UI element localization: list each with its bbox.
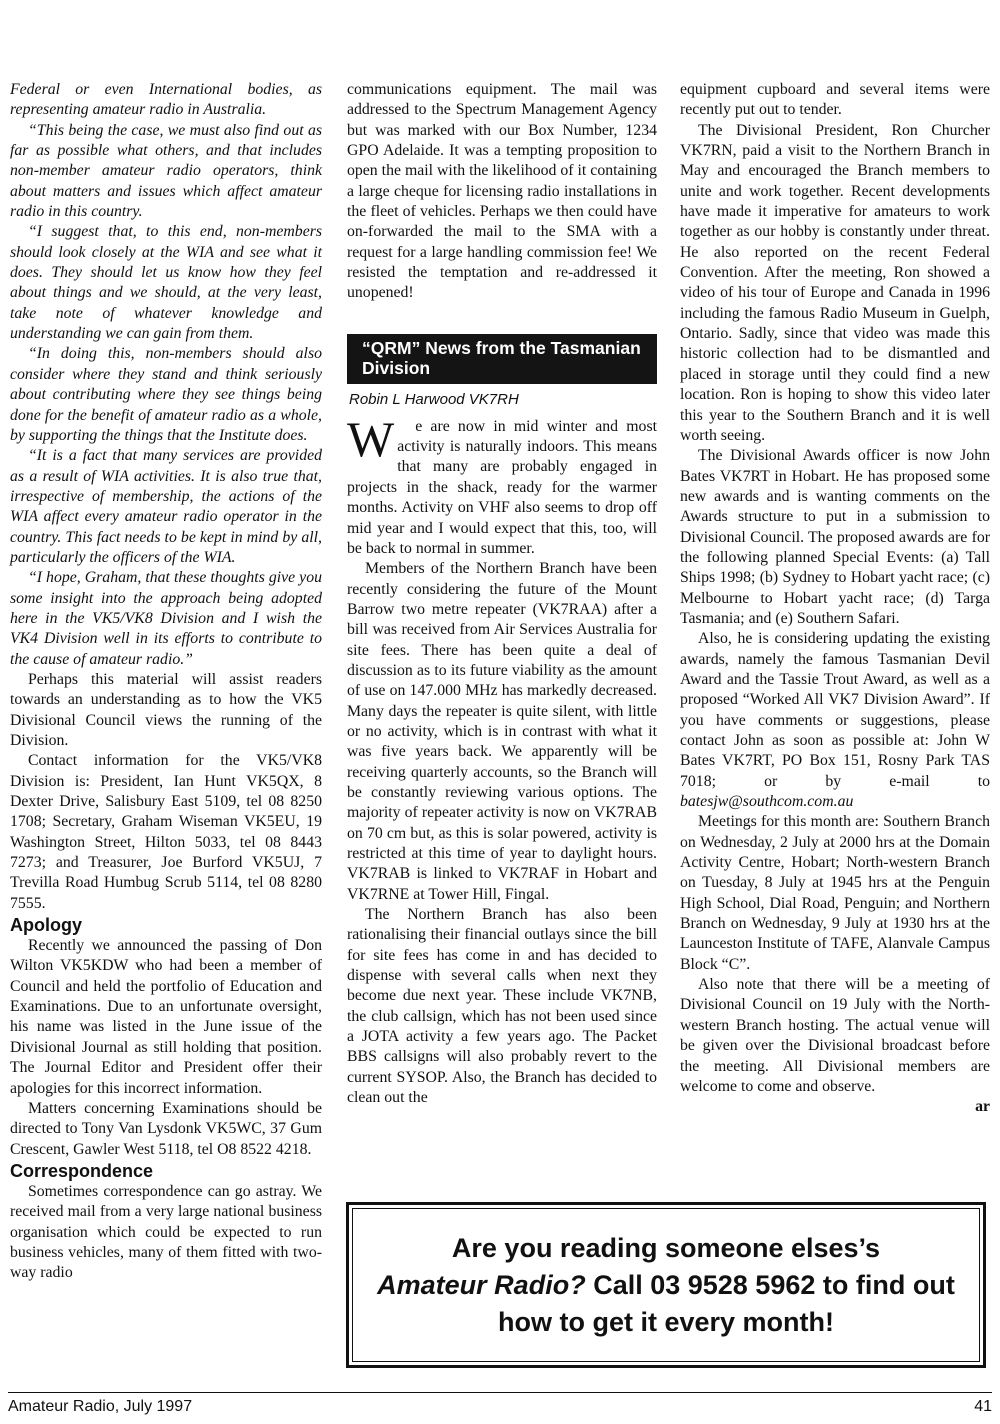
body-paragraph: Matters concerning Examinations should be directed to Tony Van Lysdonk VK5WC, 37 Gum Crescent, Gawler West 5118, tel O8 8522 4218. — [10, 1099, 322, 1158]
body-paragraph: Meetings for this month are: Southern Branch on Wednesday, 2 July at 2000 hrs at the Domain Activity Centre, Hobart; North-western Branch on Tuesday, 8 July at 1945 hrs at the Penguin High School, Dial Road, Penguin; and Northern Branch on Wednesday, 9 July at 1930 hrs at the Launceston Institute of TAFE, Alanvale Campus Block “C”. — [680, 813, 990, 973]
advertisement-text — [353, 1230, 979, 1341]
ad-line-1: Are you reading someone elses’s — [451, 1232, 881, 1263]
footer-divider — [8, 1392, 992, 1393]
advertisement-box — [346, 1202, 986, 1368]
body-paragraph: communications equipment. The mail was addressed to the Spectrum Management Agency but was marked with our Box Number, 1234 GPO Adelaide. It was a tempting proposition to open the mail with the likelihood of it containing a large cheque for licensing radio installations in the fleet of vehicles. Perhaps we then could have on-forwarded the mail to the SMA with a request for a large handling commission fee! We resisted the temptation and re-addressed it unopened! — [347, 81, 657, 302]
email-address: batesjw@southcom.com.au — [680, 793, 854, 811]
quote-paragraph: “It is a fact that many services are provided as a result of WIA activities. It is also true that, irrespective of membership, the actions of the WIA affect every amateur radio operator in the country. This fact needs to be kept in mind by all, particularly the officers of the WIA. — [10, 447, 322, 566]
quote-paragraph: “I suggest that, to this end, non-members should look closely at the WIA and see what it does. They should let us know how they feel about things and we should, at the very least, take note of whatever knowledge and understanding we can gain from them. — [10, 223, 322, 343]
footer-publication: Amateur Radio, July 1997 — [8, 1398, 193, 1415]
ad-line-2: Call 03 9528 5962 to find out how to get it every month! — [497, 1269, 955, 1337]
body-paragraph: The Divisional Awards officer is now John Bates VK7RT in Hobart. He has proposed some new awards and is wanting comments on the Awards structure to put in a submission to Divisional Council. The proposed awards are for the following planned Special Events: (a) Tall Ships 1998; (b) Sydney to Hobart yacht race; (c) Melbourne to Hobart yacht race; (d) Targa Tasmania; and (e) Southern Safari. — [680, 447, 990, 627]
apology-heading: Apology — [10, 915, 82, 936]
body-paragraph: Also note that there will be a meeting of Divisional Council on 19 July with the North-western Branch hosting. The actual venue will be given over the Divisional broadcast before the meeting. All Divisional members are welcome to come and observe. — [680, 976, 990, 1095]
page-number: 41 — [974, 1398, 992, 1415]
body-paragraph: Members of the Northern Branch have been recently considering the future of the Mount Barrow two metre repeater (VK7RAA) after a bill was received from Air Services Australia for site fees. There has been quite a deal of discussion as to its future viability as the amount of use on 147.000 MHz has markedly decreased. Many days the repeater is quite silent, with little or no activity, which is in contrast with what it was five years back. We apparently will be receiving quarterly accounts, so the Branch will be constantly reviewing various options. The majority of repeater activity is now on VK7RAB on 70 cm but, as this is solar powered, activity is restricted at this time of year to daylight hours. VK7RAB is linked to VK7RAF in Hobart and VK7RNE at Tower Hill, Fingal. — [347, 560, 657, 903]
column-2 — [347, 80, 657, 1108]
body-paragraph: The Divisional President, Ron Churcher VK7RN, paid a visit to the Northern Branch in May and encouraged the Branch members to unite and work together. Recent developments have made it imperative for amateurs to work together as our hobby is constantly under threat. He also reported on the recent Federal Convention. After the meeting, Ron showed a video of his tour of Europe and Canada in 1996 including the famous Radio Museum in Guelph, Ontario. Sadly, since that video was made this historic collection had to be dismantled and placed in storage until they could find a new location. Ron is hoping to show this video later this year to the Southern Branch and it is well worth seeing. — [680, 121, 990, 444]
body-paragraph: equipment cupboard and several items were recently put out to tender. — [680, 81, 990, 119]
end-mark: ar — [975, 1098, 990, 1116]
byline: Robin L Harwood VK7RH — [349, 390, 519, 408]
column-3 — [680, 80, 990, 1118]
body-paragraph — [347, 410, 657, 559]
column-1 — [10, 80, 322, 1284]
body-paragraph: Sometimes correspondence can go astray. We received mail from a very large national business organisation which could be expected to run business vehicles, many of them fitted with two-way radio — [10, 1182, 322, 1282]
correspondence-heading: Correspondence — [10, 1160, 154, 1181]
body-paragraph: Contact information for the VK5/VK8 Division is: President, Ian Hunt VK5QX, 8 Dexter Drive, Salisbury East 5109, tel 08 8250 1708; Secretary, Graham Wiseman VK5EU, 19 Washington Street, Hilton 5033, tel 08 8443 7273; and Treasurer, Joe Burford VK5UJ, 7 Trevilla Road Humbug Scrub 5114, tel 08 8280 7555. — [10, 752, 322, 912]
quote-paragraph: Federal or even International bodies, as representing amateur radio in Australia. — [10, 81, 322, 119]
body-paragraph: Perhaps this material will assist readers towards an understanding as to how the VK5 Divisional Council views the running of the Division. — [10, 670, 322, 749]
section-banner: “QRM” News from the Tasmanian Division — [347, 334, 657, 384]
quote-paragraph: “This being the case, we must also find out as far as possible what others, and that includes non-member amateur radio operators, think about matters and issues which affect amateur radio in this country. — [10, 121, 322, 221]
body-text: Also, he is considering updating the existing awards, namely the famous Tasmanian Devil Award and the Tassie Trout Award, as well as a proposed “Worked All VK7 Division Award”. If you have comments or suggestions, please contact John as soon as possible at: John W Bates VK7RT, PO Box 151, Rosny Park TAS 7018; or by e-mail to — [680, 630, 990, 790]
quote-paragraph: “In doing this, non-members should also consider where they stand and think seriously about contributing where they see things being done for the benefit of amateur radio as a whole, by supporting the things that the Institute does. — [10, 345, 322, 444]
body-text: e are now in mid winter and most activity is naturally indoors. This means that many are probably engaged in projects in the shack, ready for the warmer months. Activity on VHF also seems to drop off mid year and I would expect that this, too, will be back to normal in summer. — [347, 417, 657, 557]
drop-cap: W — [347, 410, 395, 467]
body-paragraph: Recently we announced the passing of Don Wilton VK5KDW who had been a member of Council and held the portfolio of Education and Examinations. Due to an unfortunate oversight, his name was listed in the June issue of the Divisional Journal as still holding that position. The Journal Editor and President offer their apologies for this incorrect information. — [10, 937, 322, 1097]
advertisement-inner-frame — [352, 1208, 980, 1362]
ad-italic-title: Amateur Radio? — [377, 1269, 586, 1300]
body-paragraph — [680, 629, 990, 812]
body-paragraph: The Northern Branch has also been rationalising their financial outlays since the bill for site fees has come in and has decided to dispense with several calls when next they become due next year. These include VK7NB, the club callsign, which has not been used since a JOTA activity a few years ago. The Packet BBS callsigns will also probably revert to the current SYSOP. Also, the Branch has decided to clean out the — [347, 906, 657, 1107]
quote-paragraph: “I hope, Graham, that these thoughts give you some insight into the approach being adopted here in the VK5/VK8 Division and I wish the VK4 Division well in its efforts to contribute to the cause of amateur radio.” — [10, 569, 322, 668]
